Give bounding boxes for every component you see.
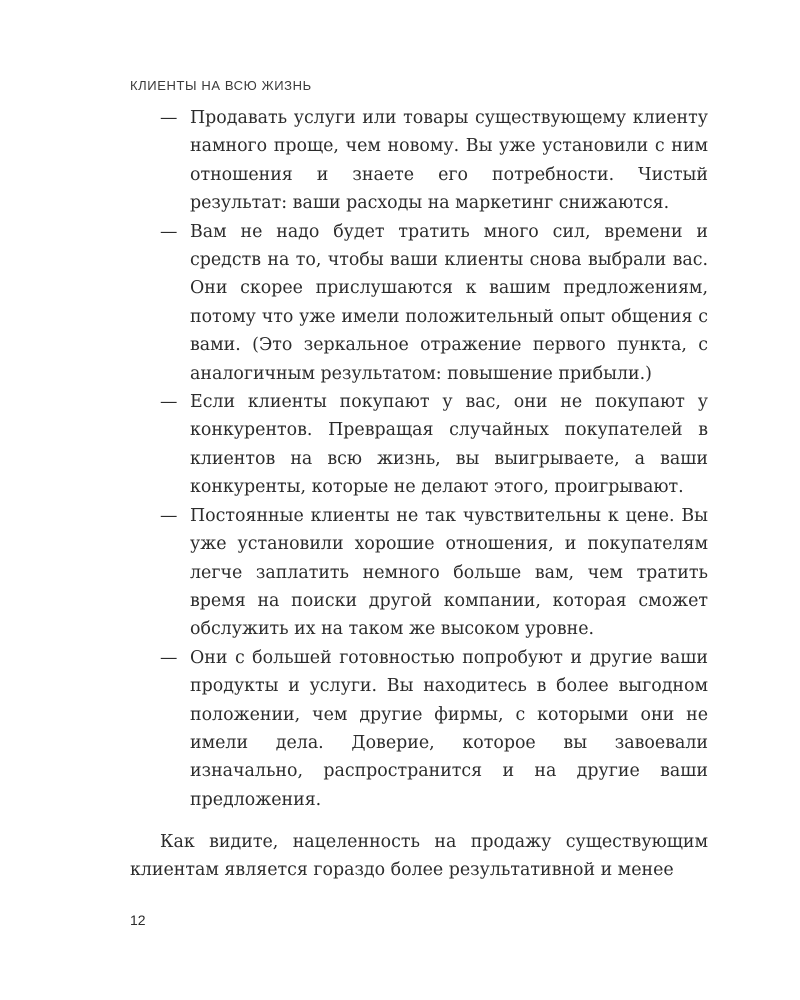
- dash-marker: —: [160, 392, 178, 413]
- body-paragraph: Как видите, нацеленность на продажу существующим клиентам является гораздо более результативной и менее: [130, 832, 708, 881]
- dash-marker: —: [160, 108, 178, 128]
- list-item: [160, 644, 708, 814]
- list-item-text: Вам не надо будет тратить много сил, времени и средств на то, чтобы ваши клиенты снова выбрали вас. Они скорее прислушаются к вашим предложениям, потому что уже имели положительный опыт общения с вами. (Это зеркальное отражение первого пункта, с аналогичным результатом: повышение прибыли.): [190, 221, 708, 384]
- dash-marker: —: [160, 647, 178, 668]
- list-item: [160, 104, 708, 218]
- list-item: [160, 218, 708, 388]
- page-number: 12: [130, 912, 146, 928]
- list-item: [160, 388, 708, 502]
- running-header: КЛИЕНТЫ НА ВСЮ ЖИЗНЬ: [130, 78, 312, 93]
- dash-marker: —: [160, 505, 178, 526]
- list-item-text: Они с большей готовностью попробуют и другие ваши продукты и услуги. Вы находитесь в более выгодном положении, чем другие фирмы, с которыми они не имели дела. Доверие, которое вы завоевали изначально, распространится и на другие ваши предложения.: [190, 647, 708, 810]
- list-item-text: Если клиенты покупают у вас, они не покупают у конкурентов. Превращая случайных покупателей в клиентов на всю жизнь, вы выигрываете, а ваши конкуренты, которые не делают этого, проигрывают.: [190, 392, 708, 498]
- list-item-text: Продавать услуги или товары существующему клиенту намного проще, чем новому. Вы уже установили с ним отношения и знаете его потребности. Чистый результат: ваши расходы на маркетинг снижаются.: [190, 108, 708, 214]
- bullet-list: [160, 104, 708, 814]
- list-item: [160, 502, 708, 644]
- list-item-text: Постоянные клиенты не так чувствительны к цене. Вы уже установили хорошие отношения, и покупателям легче заплатить немного больше вам, чем тратить время на поиски другой компании, которая сможет обслужить их на таком же высоком уровне.: [190, 505, 708, 640]
- dash-marker: —: [160, 221, 178, 242]
